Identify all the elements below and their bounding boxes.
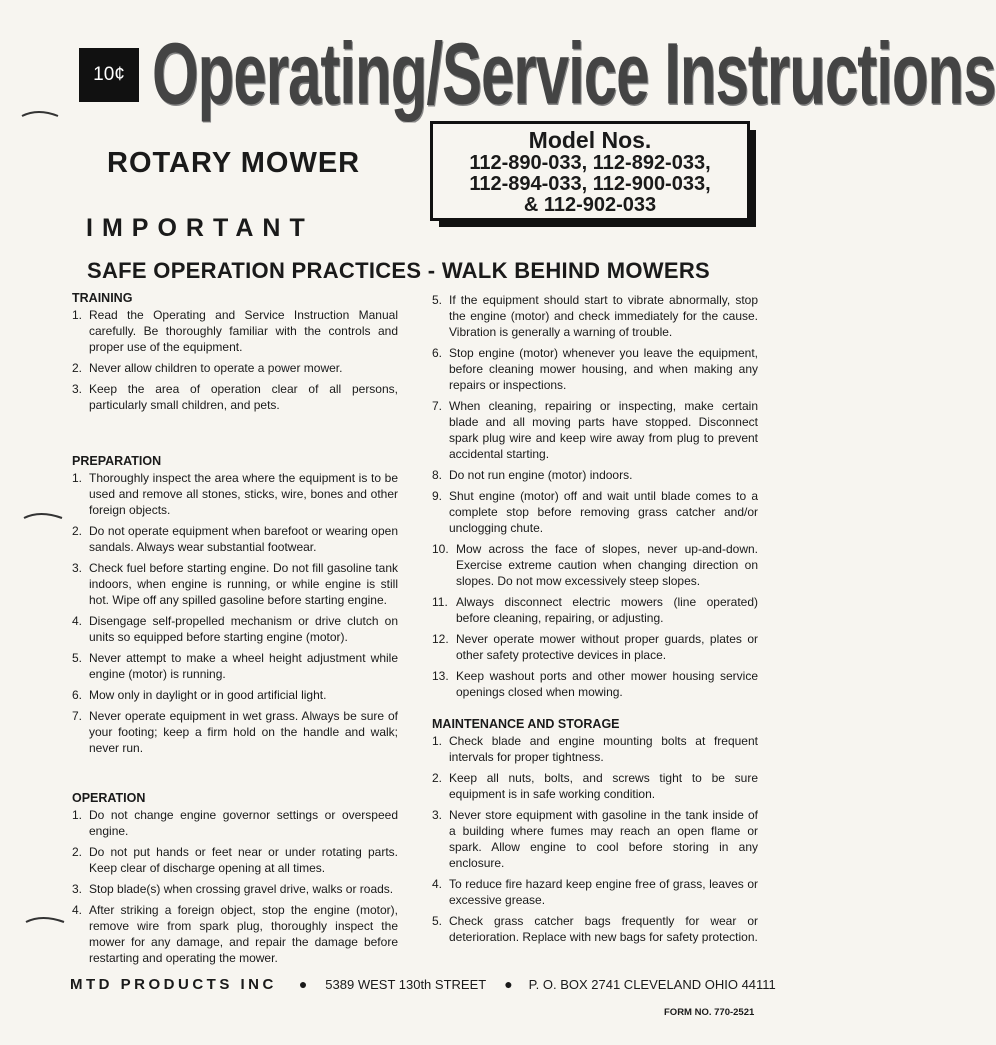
list-item (72, 650, 398, 682)
bullet-separator: ● (504, 976, 513, 992)
list-item (72, 807, 398, 839)
item-number: 1. (72, 808, 83, 822)
list-item (72, 881, 398, 897)
model-line: & 112-902-033 (523, 194, 657, 216)
list-item (432, 807, 758, 871)
item-text: To reduce fire hazard keep engine free of grass, leaves or excessive grease. (449, 877, 758, 907)
list-item (72, 708, 398, 756)
list-item (72, 687, 398, 703)
item-text: Keep all nuts, bolts, and screws tight to be sure equipment is in safe working condition. (449, 771, 758, 801)
item-text: Never operate mower without proper guards, plates or other safety protective devices in place. (456, 632, 758, 662)
box-shadow (750, 130, 756, 227)
list-item (432, 770, 758, 802)
list-item (72, 360, 398, 376)
list-item (432, 876, 758, 908)
item-text: Check fuel before starting engine. Do not fill gasoline tank indoors, when engine is running, or while engine is still hot. Wipe off any spilled gasoline before starting engine. (89, 561, 398, 607)
list-item (432, 345, 758, 393)
list-item (72, 844, 398, 876)
item-text: Stop blade(s) when crossing gravel drive, walks or roads. (89, 882, 394, 896)
model-numbers-box (430, 121, 750, 221)
item-text: Shut engine (motor) off and wait until blade comes to a complete stop before removing grass catcher and/or unclogging chute. (449, 489, 758, 535)
item-text: Never attempt to make a wheel height adjustment while engine (motor) is running. (89, 651, 398, 681)
scan-mark (22, 508, 66, 522)
item-text: Keep the area of operation clear of all persons, particularly small children, and pets. (89, 382, 398, 412)
list-item (432, 913, 758, 945)
item-number: 5. (432, 293, 443, 307)
item-number: 6. (72, 688, 83, 702)
item-text: Do not operate equipment when barefoot or wearing open sandals. Always wear substantial footwear. (89, 524, 398, 554)
list-item (72, 523, 398, 555)
item-number: 13. (432, 669, 449, 683)
item-number: 7. (72, 709, 83, 723)
item-text: Do not put hands or feet near or under rotating parts. Keep clear of discharge opening at all times. (89, 845, 398, 875)
item-text: Disengage self-propelled mechanism or drive clutch on units so equipped before starting engine (motor). (89, 614, 398, 644)
item-number: 4. (72, 903, 83, 917)
list-item (72, 307, 398, 355)
item-text: Stop engine (motor) whenever you leave the equipment, before cleaning mower housing, and when making any repairs or inspections. (449, 346, 758, 392)
left-column (72, 290, 398, 966)
item-number: 1. (432, 734, 443, 748)
po-box-address: P. O. BOX 2741 CLEVELAND OHIO 44111 (528, 976, 776, 992)
section-heading-operation: OPERATION (72, 791, 146, 805)
training-list (72, 307, 398, 413)
scan-mark (20, 106, 62, 120)
item-number: 8. (432, 468, 443, 482)
item-text: Do not run engine (motor) indoors. (449, 468, 633, 482)
scan-mark (24, 912, 68, 926)
item-number: 10. (432, 542, 449, 556)
item-text: Thoroughly inspect the area where the equipment is to be used and remove all stones, sticks, wire, bones and other foreign objects. (89, 471, 398, 517)
item-text: Mow across the face of slopes, never up-and-down. Exercise extreme caution when changing direction on slopes. Do not mow excessively steep slopes. (456, 542, 758, 588)
section-heading-training: TRAINING (72, 291, 133, 305)
item-number: 7. (432, 399, 443, 413)
list-item (432, 631, 758, 663)
form-number: FORM NO. 770-2521 (664, 1007, 755, 1018)
operation-list-right (432, 292, 758, 700)
item-number: 9. (432, 489, 443, 503)
list-item (432, 594, 758, 626)
banner-title: Operating/Service Instructions (152, 25, 996, 123)
item-text: After striking a foreign object, stop the engine (motor), remove wire from spark plug, thoroughly inspect the mower for any damage, and repair the damage before restarting and operating the mower. (89, 903, 398, 965)
list-item (72, 613, 398, 645)
model-line: 112-894-033, 112-900-033, (469, 173, 711, 195)
item-number: 5. (72, 651, 83, 665)
document-title: ROTARY MOWER (107, 147, 361, 179)
item-number: 4. (72, 614, 83, 628)
item-text: Always disconnect electric mowers (line operated) before cleaning, repairing, or adjusting. (456, 595, 758, 625)
section-heading-preparation: PREPARATION (72, 454, 162, 468)
list-item (72, 902, 398, 966)
item-number: 3. (72, 561, 83, 575)
right-column (432, 292, 758, 945)
item-number: 11. (432, 595, 448, 609)
box-shadow (439, 221, 756, 227)
item-text: Read the Operating and Service Instruction Manual carefully. Be thoroughly familiar with the controls and proper use of the equipment. (89, 308, 398, 354)
item-number: 2. (72, 845, 83, 859)
list-item (72, 381, 398, 413)
item-text: If the equipment should start to vibrate abnormally, stop the engine (motor) and check immediately for the cause. Vibration is generally a warning of trouble. (449, 293, 758, 339)
item-number: 2. (432, 771, 443, 785)
item-text: Never allow children to operate a power mower. (89, 361, 343, 375)
operation-list-left (72, 807, 398, 966)
list-item (72, 560, 398, 608)
item-number: 4. (432, 877, 443, 891)
price-tag: 10¢ (79, 48, 139, 102)
item-number: 3. (72, 882, 83, 896)
list-item (432, 292, 758, 340)
model-line: 112-890-033, 112-892-033, (469, 152, 711, 174)
important-heading: IMPORTANT (86, 214, 314, 242)
item-text: Never store equipment with gasoline in the tank inside of a building where fumes may reach an open flame or spark. Allow engine to cool before storing in any enclosure. (449, 808, 758, 870)
item-text: Mow only in daylight or in good artificial light. (89, 688, 327, 702)
list-item (432, 668, 758, 700)
item-number: 1. (72, 308, 83, 322)
model-heading: Model Nos. (528, 127, 652, 153)
safety-heading: SAFE OPERATION PRACTICES - WALK BEHIND MOWERS (87, 258, 710, 283)
street-address: 5389 WEST 130th STREET (325, 976, 487, 992)
maintenance-list (432, 733, 758, 945)
section-heading-maintenance: MAINTENANCE AND STORAGE (432, 717, 620, 731)
item-number: 1. (72, 471, 83, 485)
item-number: 2. (72, 361, 83, 375)
item-number: 6. (432, 346, 443, 360)
item-text: Check blade and engine mounting bolts at frequent intervals for proper tightness. (449, 734, 758, 764)
list-item (432, 733, 758, 765)
item-number: 5. (432, 914, 443, 928)
list-item (72, 470, 398, 518)
item-text: Never operate equipment in wet grass. Always be sure of your footing; keep a firm hold on the handle and walk; never run. (89, 709, 398, 755)
item-number: 12. (432, 632, 449, 646)
item-number: 3. (432, 808, 443, 822)
item-number: 3. (72, 382, 83, 396)
item-number: 2. (72, 524, 83, 538)
list-item (432, 488, 758, 536)
company-name: MTD PRODUCTS INC (70, 975, 277, 993)
item-text: Check grass catcher bags frequently for wear or deterioration. Replace with new bags for safety protection. (449, 914, 758, 944)
list-item (432, 541, 758, 589)
item-text: Keep washout ports and other mower housing service openings closed when mowing. (456, 669, 758, 699)
footer (70, 973, 776, 995)
preparation-list (72, 470, 398, 756)
list-item (432, 398, 758, 462)
list-item (432, 467, 758, 483)
bullet-separator: ● (298, 976, 308, 992)
item-text: When cleaning, repairing or inspecting, make certain blade and all moving parts have stopped. Disconnect spark plug wire and keep wire away from plug to prevent accidental starting. (449, 399, 758, 461)
item-text: Do not change engine governor settings or overspeed engine. (89, 808, 398, 838)
